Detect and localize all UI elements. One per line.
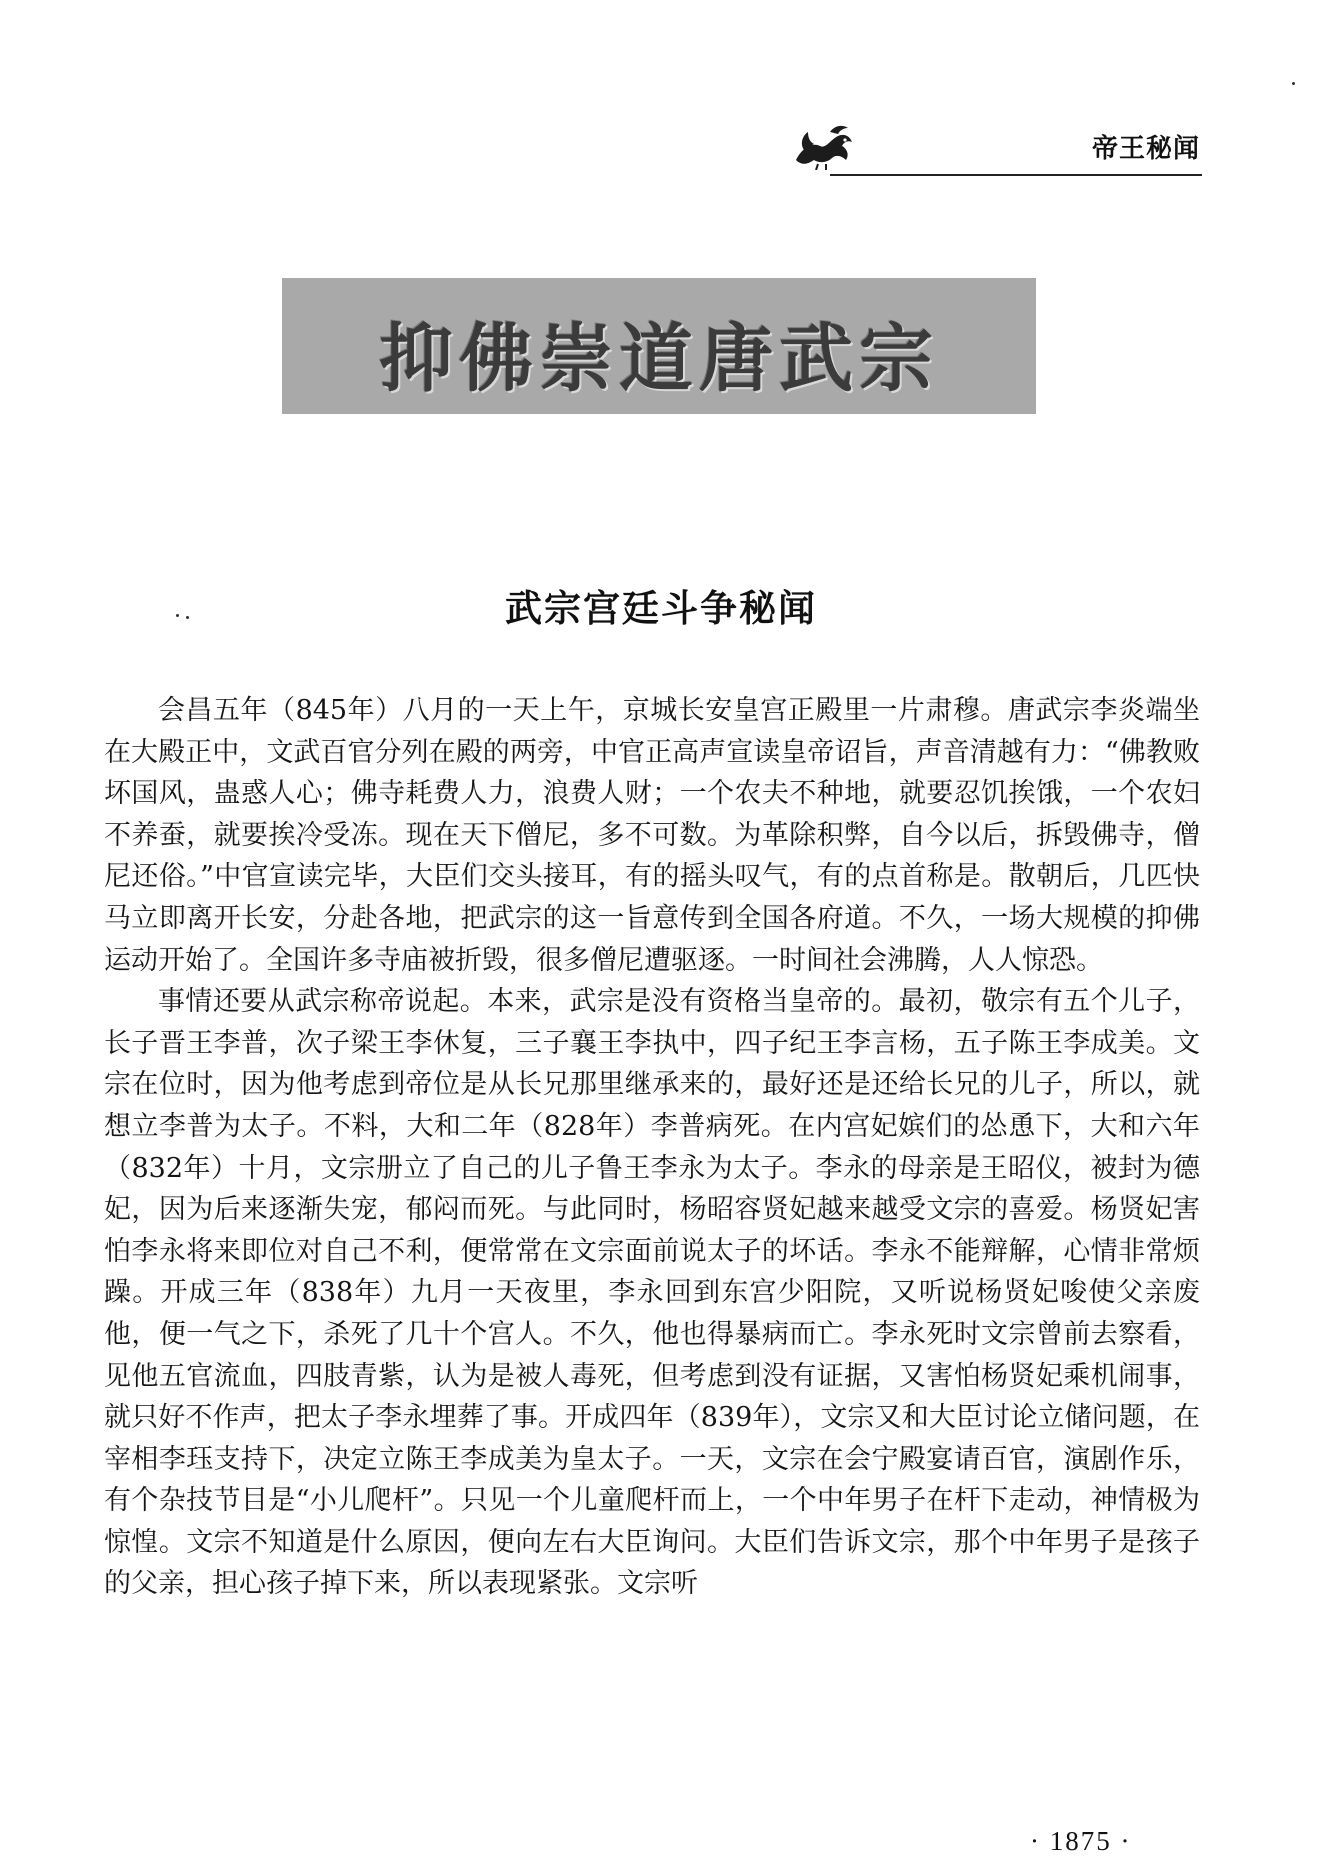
paragraph: 会昌五年（845年）八月的一天上午，京城长安皇宫正殿里一片肃穆。唐武宗李炎端坐在大殿正中，文武百官分列在殿的两旁，中官正高声宣读皇帝诏旨，声音清越有力：“佛教败坏国风，蛊惑人心；佛寺耗费人力，浪费人财；一个农夫不种地，就要忍饥挨饿，一个农妇不养蚕，就要挨冷受冻。现在天下僧尼，多不可数。为革除积弊，自今以后，拆毁佛寺，僧尼还俗。”中官宣读完毕，大臣们交头接耳，有的摇头叹气，有的点首称是。散朝后，几匹快马立即离开长安，分赴各地，把武宗的这一旨意传到全国各府道。不久，一场大规模的抑佛运动开始了。全国许多寺庙被折毁，很多僧尼遭驱逐。一时间社会沸腾，人人惊恐。 [104,695,1200,976]
chapter-title: 抑佛崇道唐武宗 [379,316,939,402]
body-text [104,690,1200,1605]
running-header-title: 帝王秘闻 [1091,134,1200,164]
dragon-emblem-icon [790,120,860,170]
page-number: · 1875 · [1030,1826,1132,1856]
scan-speck [176,614,179,617]
scan-speck [186,616,189,619]
scan-speck [1292,82,1295,85]
running-header [790,120,1202,180]
header-rule [830,174,1202,176]
chapter-banner [282,278,1036,414]
section-title: 武宗宫廷斗争秘闻 [505,587,817,630]
paragraph: 事情还要从武宗称帝说起。本来，武宗是没有资格当皇帝的。最初，敬宗有五个儿子，长子晋王李普，次子梁王李休复，三子襄王李执中，四子纪王李言杨，五子陈王李成美。文宗在位时，因为他考虑到帝位是从长兄那里继承来的，最好还是还给长兄的儿子，所以，就想立李普为太子。不料，大和二年（828年）李普病死。在内宫妃嫔们的怂恿下，大和六年（832年）十月，文宗册立了自己的儿子鲁王李永为太子。李永的母亲是王昭仪，被封为德妃，因为后来逐渐失宠，郁闷而死。与此同时，杨昭容贤妃越来越受文宗的喜爱。杨贤妃害怕李永将来即位对自己不利，便常常在文宗面前说太子的坏话。李永不能辩解，心情非常烦躁。开成三年（838年）九月一天夜里，李永回到东宫少阳院，又听说杨贤妃唆使父亲废他，便一气之下，杀死了几十个宫人。不久，他也得暴病而亡。李永死时文宗曾前去察看，见他五官流血，四肢青紫，认为是被人毒死，但考虑到没有证据，又害怕杨贤妃乘机闹事，就只好不作声，把太子李永埋葬了事。开成四年（839年），文宗又和大臣讨论立储问题，在宰相李珏支持下，决定立陈王李成美为皇太子。一天，文宗在会宁殿宴请百官，演剧作乐，有个杂技节目是“小儿爬杆”。只见一个儿童爬杆而上，一个中年男子在杆下走动，神情极为惊惶。文宗不知道是什么原因，便向左右大臣询问。大臣们告诉文宗，那个中年男子是孩子的父亲，担心孩子掉下来，所以表现紧张。文宗听 [104,986,1200,1600]
